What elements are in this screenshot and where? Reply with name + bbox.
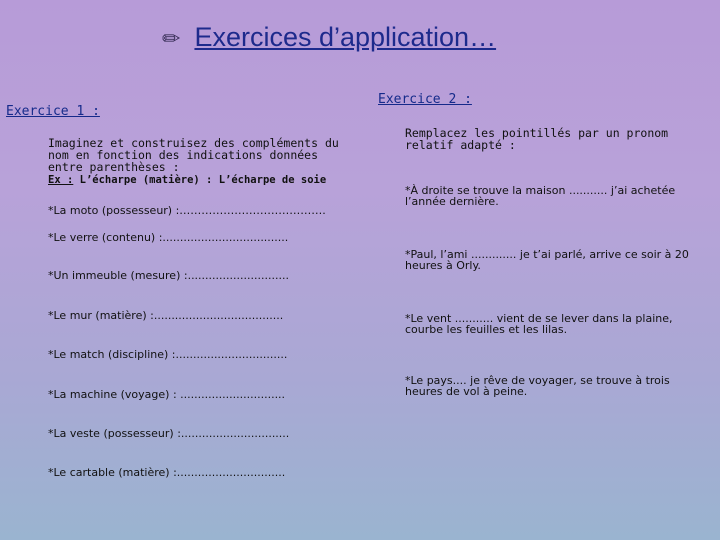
exercise1-item: *Le cartable (matière) :............................... bbox=[48, 466, 286, 479]
exercise1-example bbox=[48, 174, 326, 186]
example-label: Ex : bbox=[48, 174, 74, 186]
exercise1-instruction: Imaginez et construisez des compléments du nom en fonction des indications données entre parenthèses : bbox=[48, 136, 339, 174]
pencil-icon: ✏ bbox=[162, 26, 181, 51]
exercise2-heading: Exercice 2 : bbox=[378, 92, 472, 107]
exercise1-item: *Le mur (matière) :..................................... bbox=[48, 309, 284, 322]
page-title bbox=[162, 22, 496, 53]
exercise1-item: *Le match (discipline) :................................ bbox=[48, 348, 288, 361]
exercise2-item: *À droite se trouve la maison ........... j’ai achetée l’année dernière. bbox=[405, 184, 676, 208]
page-title-text: Exercices d’application… bbox=[194, 22, 497, 52]
exercise2-item: *Paul, l’ami ............. je t’ai parlé, arrive ce soir à 20 heures à Orly. bbox=[405, 248, 689, 272]
exercise1-item: *Un immeuble (mesure) :............................. bbox=[48, 269, 289, 282]
exercise1-item: *La moto (possesseur) :…………………………………. bbox=[48, 204, 326, 217]
example-text: L’écharpe (matière) : L’écharpe de soie bbox=[73, 174, 327, 186]
exercise1-heading: Exercice 1 : bbox=[6, 104, 100, 119]
exercise2-instruction: Remplacez les pointillés par un pronom relatif adapté : bbox=[405, 126, 669, 152]
exercise1-item: *La veste (possesseur) :............................... bbox=[48, 427, 290, 440]
exercise2-item: *Le vent ........... vient de se lever dans la plaine, courbe les feuilles et les lilas. bbox=[405, 312, 673, 336]
exercise2-item: *Le pays.... je rêve de voyager, se trouve à trois heures de vol à peine. bbox=[405, 374, 670, 398]
exercise1-item: *Le verre (contenu) :.................................... bbox=[48, 231, 289, 244]
exercise1-item: *La machine (voyage) : .............................. bbox=[48, 388, 286, 401]
